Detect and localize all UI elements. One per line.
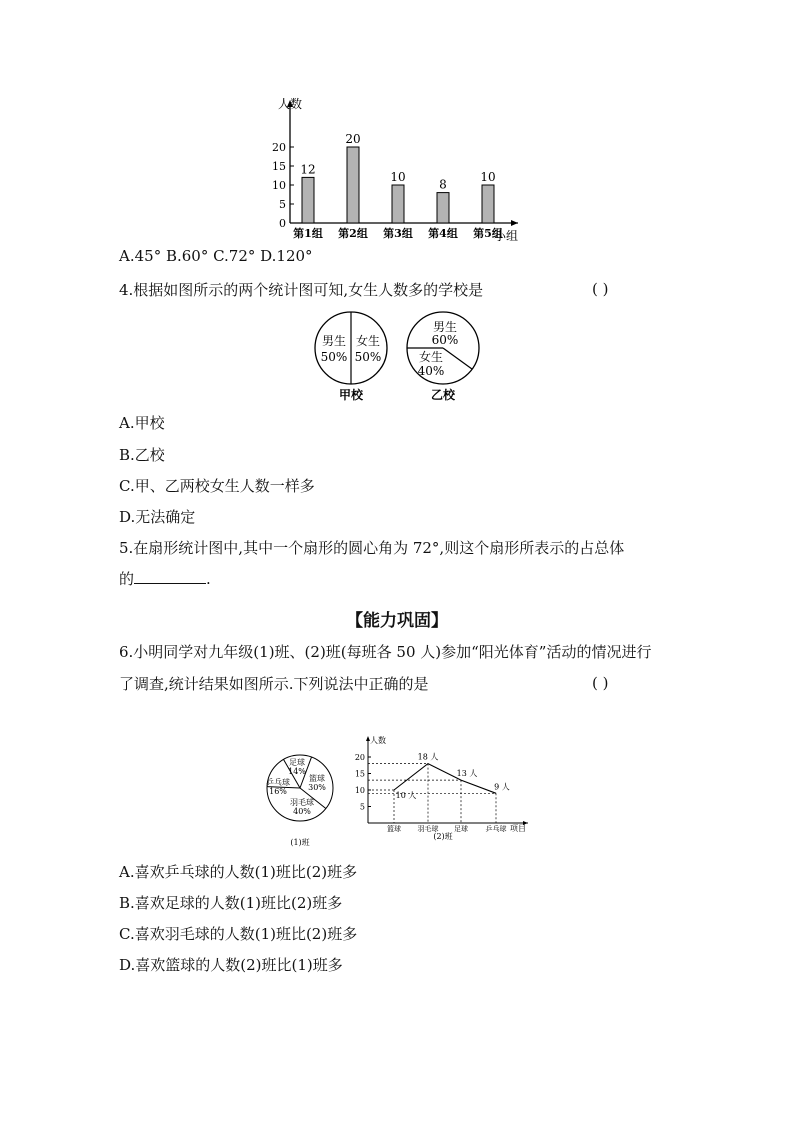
q5-answer-blank [134,569,206,584]
bar [482,185,494,223]
slice-label: 羽毛球 [290,798,314,807]
point-label: 9 人 [494,782,510,792]
y-tick-label: 20 [354,753,365,762]
y-tick-label: 15 [354,769,365,779]
q6-line2: 了调查,统计结果如图所示.下列说法中正确的是 [119,675,429,693]
bar [392,185,404,223]
category-label: 羽毛球 [417,825,439,833]
category-label: 第4组 [428,227,458,240]
slice-label: 乒乓球 [266,778,290,787]
point-label: 10 人 [395,791,417,800]
category-label: 足球 [454,825,468,833]
q4-option-d: D.无法确定 [119,508,196,526]
x-axis-arrow [511,220,518,226]
bar-value-label: 10 [480,170,496,184]
q5-suffix: . [206,570,211,588]
slice-pct-boys: 50% [320,350,348,364]
slice-label: 足球 [289,758,305,767]
school-pie-charts [305,305,495,405]
pie-title: 乙校 [430,388,456,402]
q4-answer-paren: ( ) [592,280,609,298]
series-line [394,764,496,794]
y-axis-label: 人数 [370,736,386,745]
pie-title: (1)班 [290,838,310,847]
q5-line1: 5.在扇形统计图中,其中一个扇形的圆心角为 72°,则这个扇形所表示的占总体 [119,539,625,557]
x-axis-label: 小组 [494,229,519,243]
q5-line2 [119,569,211,589]
category-label: 篮球 [387,825,401,833]
slice-label: 篮球 [309,774,325,783]
point-label: 18 人 [417,752,439,762]
bar [347,147,359,223]
category-label: 第3组 [383,227,413,240]
category-label: 第5组 [473,227,503,240]
bar-value-label: 20 [345,132,361,146]
q6-option-d: D.喜欢篮球的人数(2)班比(1)班多 [119,956,343,974]
slice-pct: 14% [288,767,306,776]
q6-option-c: C.喜欢羽毛球的人数(1)班比(2)班多 [119,925,358,943]
bar [437,193,449,223]
q6-answer-paren: ( ) [592,674,609,692]
q4-stem: 4.根据如图所示的两个统计图可知,女生人数多的学校是 [119,281,484,299]
slice-pct-girls: 40% [417,364,445,378]
slice-pct: 16% [269,787,287,796]
y-tick-label: 10 [272,179,286,192]
y-tick-label: 15 [272,160,286,173]
point-label: 13 人 [456,769,478,779]
q6-line1: 6.小明同学对九年级(1)班、(2)班(每班各 50 人)参加“阳光体育”活动的情况进行 [119,643,652,661]
slice-pct-boys: 60% [431,333,459,347]
bar-value-label: 12 [300,162,316,177]
slice-label-boys: 男生 [321,334,347,348]
q5-prefix: 的 [119,570,135,588]
q4-option-c: C.甲、乙两校女生人数一样多 [119,477,315,495]
q6-option-b: B.喜欢足球的人数(1)班比(2)班多 [119,894,343,912]
slice-pct: 30% [308,783,326,792]
q3-options: A.45° B.60° C.72° D.120° [119,247,313,265]
category-label: 乒乓球 [485,825,507,833]
y-axis-label: 人数 [278,97,303,111]
slice-label-girls: 女生 [418,350,444,364]
category-label: 第1组 [293,227,323,240]
chart-title: (2)班 [433,832,453,841]
slice-label-boys: 男生 [432,320,458,334]
q4-option-a: A.甲校 [119,414,165,432]
pie-title: 甲校 [338,388,364,402]
bar [302,177,314,223]
slice-pct-girls: 50% [354,350,382,364]
y-tick-label: 5 [359,802,365,812]
slice-pct: 40% [293,807,311,816]
y-tick-label: 5 [279,198,286,211]
category-label: 第2组 [338,227,368,240]
q4-option-b: B.乙校 [119,446,165,464]
x-axis-label: 项目 [510,824,526,833]
y-tick-label: 0 [279,217,286,230]
bar-value-label: 10 [390,170,406,184]
y-tick-label: 10 [354,786,365,795]
q6-option-a: A.喜欢乒乓球的人数(1)班比(2)班多 [119,863,358,881]
section-title: 【能力巩固】 [346,611,448,631]
y-tick-label: 20 [272,141,286,154]
bar-value-label: 8 [439,177,447,192]
slice-label-girls: 女生 [355,334,381,348]
class-charts [260,730,540,855]
bar-chart [270,90,530,245]
